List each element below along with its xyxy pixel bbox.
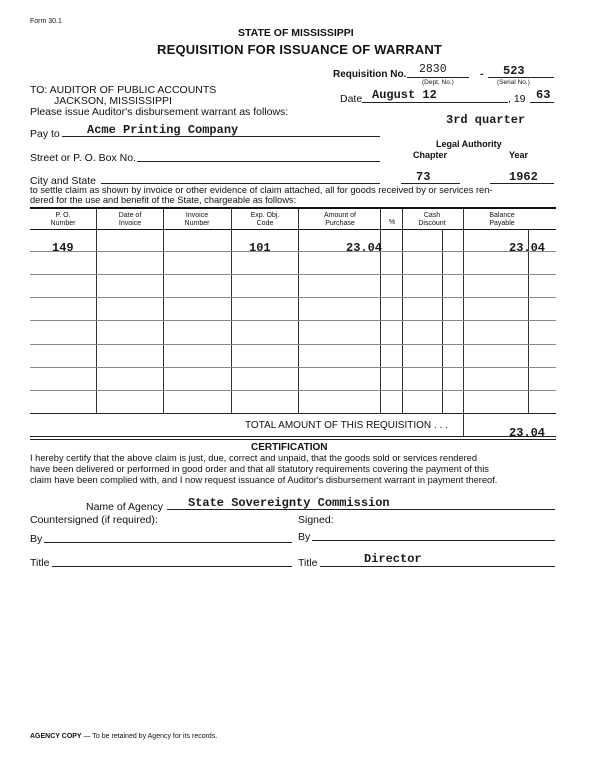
- total-label: TOTAL AMOUNT OF THIS REQUISITION . . .: [245, 420, 448, 431]
- agency-name-value[interactable]: State Sovereignty Commission: [188, 496, 390, 510]
- certification-line3: claim have been complied with, and I now request issuance of Auditor's disbursement warrant in payment thereof.: [30, 475, 498, 485]
- date-line: [362, 102, 508, 103]
- col-percent: %: [388, 219, 396, 226]
- form-title: REQUISITION FOR ISSUANCE OF WARRANT: [157, 42, 443, 57]
- row1-po-number[interactable]: 149: [52, 241, 74, 255]
- col-balance-payable: Balance Payable: [489, 212, 515, 227]
- pay-to-value[interactable]: Acme Printing Company: [87, 123, 239, 137]
- row1-balance[interactable]: 23.04: [509, 241, 546, 255]
- pay-to-line: [62, 136, 380, 137]
- chapter-label: Chapter: [413, 150, 448, 160]
- col-amount-of-purchase: Amount of Purchase: [324, 212, 356, 227]
- city-label: City and State: [30, 175, 96, 187]
- row1-exp-obj-code[interactable]: 101: [249, 241, 271, 255]
- year-value[interactable]: 63: [536, 88, 551, 102]
- issue-instruction: Please issue Auditor's disbursement warrant as follows:: [30, 106, 289, 118]
- serial-number-line: [488, 77, 554, 78]
- row1-amount[interactable]: 23.04: [346, 241, 383, 255]
- certification-line1: I hereby certify that the above claim is just, due, correct and unpaid, that the goods sold or services rendered: [30, 453, 478, 463]
- signed-title-label: Title: [298, 557, 318, 569]
- requisition-dash: -: [480, 68, 484, 80]
- to-auditor-line1: TO: AUDITOR OF PUBLIC ACCOUNTS: [30, 84, 217, 96]
- date-value[interactable]: August 12: [372, 88, 437, 102]
- col-invoice-number: Invoice Number: [184, 212, 210, 227]
- dept-caption: (Dept. No.): [422, 79, 454, 86]
- street-label: Street or P. O. Box No.: [30, 152, 137, 164]
- signed-title-value[interactable]: Director: [364, 552, 422, 566]
- chapter-value[interactable]: 73: [416, 170, 431, 184]
- state-heading: STATE OF MISSISSIPPI: [238, 27, 354, 39]
- agency-name-line: [167, 509, 555, 510]
- legal-year-value[interactable]: 1962: [509, 170, 538, 184]
- col-date-of-invoice: Date of Invoice: [118, 212, 142, 227]
- signed-by-label: By: [298, 531, 311, 543]
- countersign-title-label: Title: [30, 557, 50, 569]
- year-prefix: , 19: [508, 93, 526, 105]
- dept-number-line: [407, 77, 469, 78]
- agency-copy-note: — To be retained by Agency for its records.: [81, 733, 218, 740]
- legal-authority-label: Legal Authority: [436, 139, 502, 149]
- pay-to-label: Pay to: [30, 128, 60, 140]
- chapter-line: [401, 183, 460, 184]
- col-cash-discount: Cash Discount: [418, 212, 446, 227]
- dept-number[interactable]: 2830: [419, 63, 447, 76]
- settle-text-1: to settle claim as shown by invoice or other evidence of claim attached, all for goods received by or services ren-: [30, 185, 493, 195]
- form-number: Form 30.1: [30, 18, 62, 25]
- countersign-by-label: By: [30, 533, 43, 545]
- year-line: [530, 102, 554, 103]
- year-label: Year: [509, 150, 529, 160]
- countersigned-label: Countersigned (if required):: [30, 514, 158, 526]
- quarter-note: 3rd quarter: [446, 113, 526, 127]
- certification-line2: have been delivered or performed in good order and that all statutory requirements covering the payment of this: [30, 464, 489, 474]
- requisition-label: Requisition No.: [333, 69, 407, 80]
- col-exp-obj-code: Exp. Obj. Code: [250, 212, 280, 227]
- agency-copy-label: AGENCY COPY: [30, 733, 82, 740]
- serial-caption: (Serial No.): [497, 79, 530, 86]
- signed-by-line[interactable]: [312, 540, 555, 541]
- agency-copy-footer: [30, 733, 217, 740]
- countersign-title-line[interactable]: [52, 566, 292, 567]
- date-label: Date: [340, 93, 363, 105]
- settle-text-2: dered for the use and benefit of the State, chargeable as follows:: [30, 195, 297, 205]
- col-po-number: P. O. Number: [50, 212, 76, 227]
- to-auditor-line2: JACKSON, MISSISSIPPI: [54, 95, 172, 107]
- signed-title-line: [320, 566, 555, 567]
- signed-label: Signed:: [298, 514, 334, 526]
- street-line: [137, 161, 380, 162]
- claim-table: [30, 207, 556, 445]
- legal-year-line: [490, 183, 554, 184]
- city-line: [101, 183, 380, 184]
- certification-heading: CERTIFICATION: [251, 442, 328, 453]
- serial-number[interactable]: 523: [503, 64, 525, 78]
- total-value[interactable]: 23.04: [509, 426, 546, 440]
- agency-name-label: Name of Agency: [86, 501, 164, 513]
- countersign-by-line[interactable]: [44, 542, 292, 543]
